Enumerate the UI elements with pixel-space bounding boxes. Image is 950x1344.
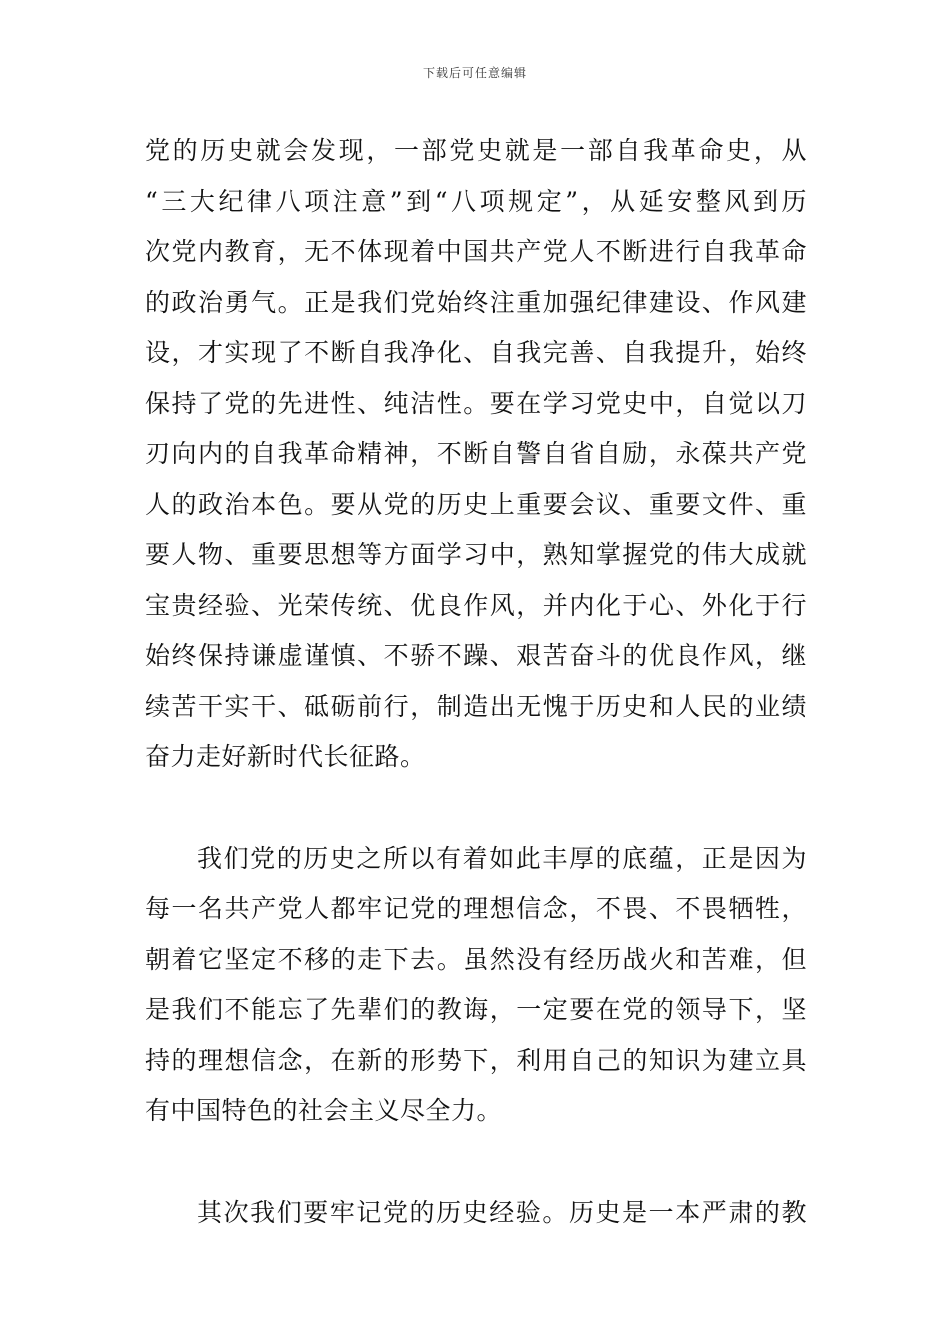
paragraph-2 (145, 834, 807, 1137)
text-line: 每一名共产党人都牢记党的理想信念，不畏、不畏牺牲， (145, 894, 807, 923)
text-line: 持的理想信念，在新的形势下，利用自己的知识为建立具 (145, 1045, 807, 1075)
text-line: “三大纪律八项注意”到“八项规定”，从延安整风到历 (145, 186, 807, 216)
text-line: 续苦干实干、砥砺前行，制造出无愧于历史和人民的业绩 (145, 691, 807, 721)
text-line: 奋力走好新时代长征路。 (145, 742, 426, 771)
text-line: 我们党的历史之所以有着如此丰厚的底蕴，正是因为 (197, 843, 807, 873)
text-line: 的政治勇气。正是我们党始终注重加强纪律建设、作风建 (145, 287, 807, 317)
text-line: 保持了党的先进性、纯洁性。要在学习党史中，自觉以刀 (145, 388, 807, 418)
paragraph-spacer (145, 1137, 807, 1188)
text-line: 要人物、重要思想等方面学习中，熟知掌握党的伟大成就 (145, 540, 807, 569)
paragraph-3 (145, 1188, 807, 1239)
text-line: 设，才实现了不断自我净化、自我完善、自我提升，始终 (145, 338, 807, 367)
paragraph-1 (145, 126, 807, 783)
text-line: 有中国特色的社会主义尽全力。 (145, 1096, 503, 1125)
text-line: 宝贵经验、光荣传统、优良作风，并内化于心、外化于行 (145, 590, 807, 620)
document-body (145, 126, 807, 1238)
text-line: 次党内教育，无不体现着中国共产党人不断进行自我革命 (145, 237, 807, 266)
text-line: 刃向内的自我革命精神，不断自警自省自励，永葆共产党 (145, 439, 807, 468)
page-header: 下载后可任意编辑 (422, 66, 527, 80)
text-line: 人的政治本色。要从党的历史上重要会议、重要文件、重 (145, 489, 807, 519)
text-line: 党的历史就会发现，一部党史就是一部自我革命史，从 (145, 136, 807, 165)
text-line: 其次我们要牢记党的历史经验。历史是一本严肃的教 (197, 1197, 807, 1227)
text-line: 是我们不能忘了先辈们的教诲，一定要在党的领导下，坚 (145, 995, 807, 1024)
paragraph-spacer (145, 783, 807, 834)
text-line: 始终保持谦虚谨慎、不骄不躁、艰苦奋斗的优良作风，继 (145, 641, 807, 670)
text-line: 朝着它坚定不移的走下去。虽然没有经历战火和苦难，但 (145, 944, 807, 974)
